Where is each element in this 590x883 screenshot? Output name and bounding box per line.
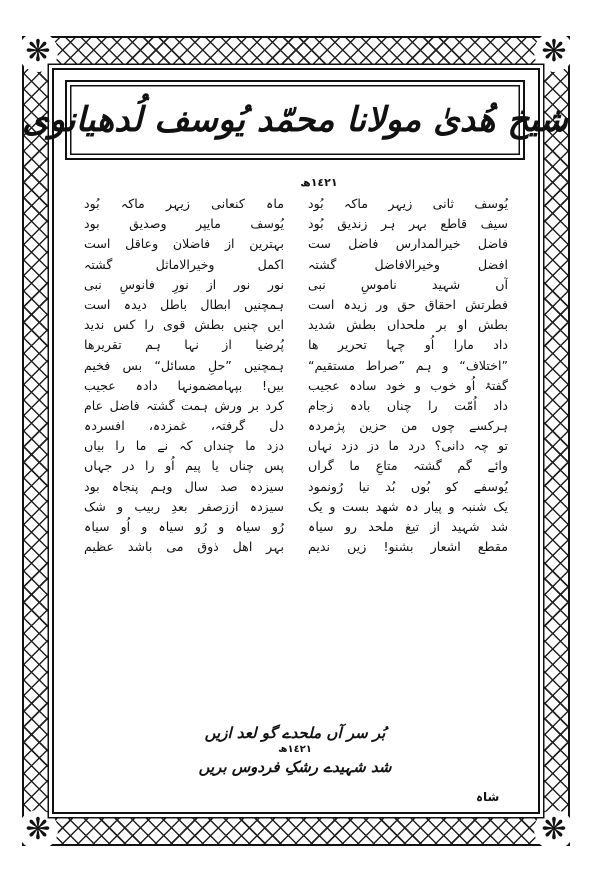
- year-mark: ١٤٢١ھ: [300, 176, 338, 189]
- verse-line: شد شہید از تیغ ملحد رو سیاہ: [308, 519, 508, 534]
- verse-line: مقطع اشعار بشنو! زیں ندیم: [308, 539, 508, 555]
- verse-line: بہر اھل ذوق می باشد عظیم: [84, 539, 284, 555]
- closing-couplet: [110, 722, 480, 778]
- verse-line: پُرضیا از نہا ہم تقریرھا: [84, 337, 284, 353]
- verse-line: پس چناں یا پیم اُو را در جہاں: [84, 458, 284, 474]
- verse-line: یُوسف ثانی زیہر ماکہ بُود: [308, 196, 508, 211]
- verse-line: رُو سیاہ و رُو سیاہ و اُو سیاہ: [84, 519, 284, 534]
- verse-line: فطرتش احقاق حق ور زیدہ است: [308, 296, 508, 312]
- verse-line: بیں! بپہامضمونہا دادہ عجیب: [84, 377, 284, 393]
- verse-line: نور نور از نورِ فانوسِ نبی: [84, 276, 284, 292]
- verse-line: اکمل وخیرالاماثل گشتہ: [84, 256, 284, 272]
- verse-line: وائے گم گشتہ متاعِ ما گراں: [308, 458, 508, 474]
- verse-line: ایں چنیں بطش قوی را کس ندید: [84, 317, 284, 333]
- verse-line: یُوسفے کو بُوں بُد نیا رُونمود: [308, 478, 508, 494]
- corner-ornament-icon: ❋: [534, 32, 574, 72]
- verse-line: داد مارا اُو چہا تحریر ھا: [308, 337, 508, 353]
- verse-line: ہرکسے چوں من حزین پژمردہ: [308, 418, 508, 434]
- verse-line: سیزدہ اززصفر بعدِ ربیب و شک: [84, 498, 284, 514]
- corner-ornament-icon: ❋: [18, 32, 58, 72]
- verse-line: ”اختلاف“ و ہم ”صراط مستقیم“: [308, 357, 508, 373]
- title-box: [21, 80, 569, 160]
- verse-line: سیزدہ صد سال وہم پنجاہ بود: [84, 478, 284, 494]
- verse-line: کرد بر ورش ہمت گشتہ فاضل عام: [84, 397, 284, 413]
- verse-line: گفتۂ اُو خوب و خود سادہ عجیب: [308, 377, 508, 393]
- verse-line: بطش او بر ملحداں بطش شدید: [308, 317, 508, 333]
- verse-line: بہترین از فاضلان وعاقل است: [84, 236, 284, 252]
- verse-area: [84, 174, 508, 720]
- verse-line: فاضل خیرالمدارس فاضل ست: [308, 236, 508, 252]
- closing-date: ١٤٢١ھ: [278, 744, 312, 755]
- verse-line: ہمچنیں ابطال باطل دیدہ است: [84, 296, 284, 312]
- corner-ornament-icon: ❋: [18, 810, 58, 850]
- verse-line: ہمچنیں ”حلِ مسائل“ بس فخیم: [84, 357, 284, 373]
- verse-line: دزد ما چنداں کہ نے ما را بیاں: [84, 438, 284, 454]
- verse-column-right: [308, 194, 508, 557]
- corner-ornament-icon: ❋: [534, 810, 574, 850]
- verse-line: آں شہید ناموسِ نبی: [308, 276, 508, 292]
- verse-line: یک شنبہ و پیار دہ شھد بست و یک: [308, 498, 508, 514]
- printer-mark: شاہ: [476, 790, 500, 804]
- verse-line: ماہ کنعانی زیہر ماکہ بُود: [84, 196, 284, 211]
- verse-line: داد اُمّت را چناں بادہ زجام: [308, 397, 508, 413]
- verse-line: تو چہ دانی؟ درد ما دز دزد نہاں: [308, 438, 508, 454]
- verse-line: سیف قاطع بہر ہر زندیق بُود: [308, 216, 508, 232]
- verse-line: افضل وخیرالافاضل گشتہ: [308, 256, 508, 272]
- page-title: شیخ ھُدیٰ مولانا محمّد یُوسف لُدھیانوی: [21, 100, 569, 140]
- verse-column-left: [84, 194, 284, 557]
- closing-line-2: شد شہیدے رشکِ فردوس بریں: [198, 758, 392, 776]
- verse-line: یُوسف مایپر وصدیق بود: [84, 216, 284, 232]
- closing-line-1: بُر سر آں ملحدے گو لعد ازیں: [204, 724, 386, 742]
- verse-line: دل گرفتہ، غمزدہ، افسردہ: [84, 418, 284, 434]
